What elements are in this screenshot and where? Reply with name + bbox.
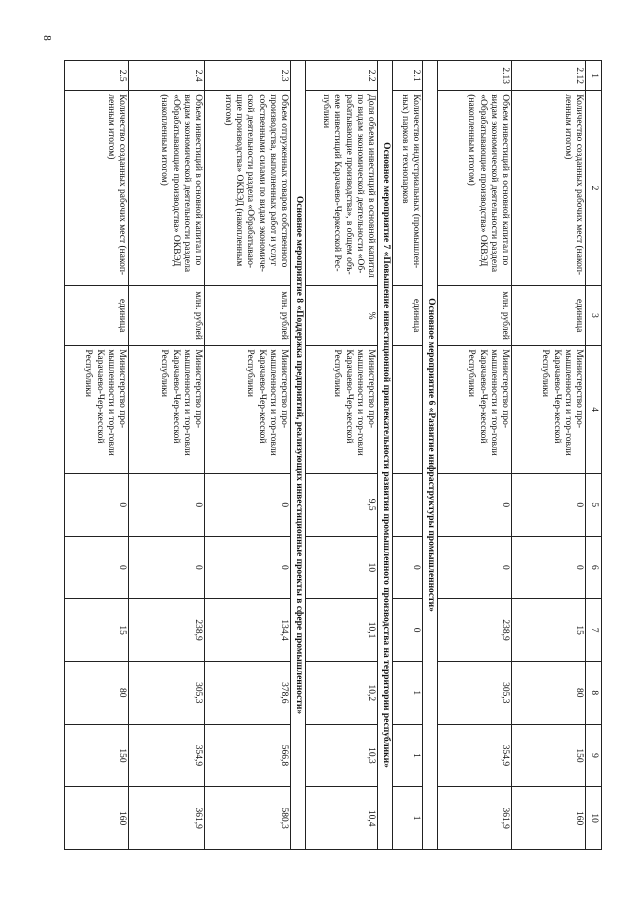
section-row [291, 61, 306, 850]
table-row [129, 61, 205, 850]
row-number: 2.5 [65, 61, 129, 91]
header-cell: 8 [586, 661, 602, 724]
unit-cell: млн. рублей [205, 285, 291, 346]
row-number: 2.12 [512, 61, 586, 91]
unit-cell: млн. рублей [129, 285, 205, 346]
table-row [306, 61, 378, 850]
value-cell: 10,1 [306, 599, 378, 662]
header-cell: 2 [586, 91, 602, 286]
value-cell: 0 [438, 536, 512, 599]
responsible-org: Министерство про-мышленности и тор-говли Карачаево-Чер-кесской Республики [512, 346, 586, 474]
value-cell: 150 [65, 724, 129, 787]
rotated-table-wrapper [62, 60, 602, 850]
value-cell: 0 [393, 536, 423, 599]
header-cell: 7 [586, 599, 602, 662]
table-row [65, 61, 129, 850]
responsible-org: Министерство про-мышленности и тор-говли Карачаево-Чер-кесской Республики [65, 346, 129, 474]
value-cell: 134,4 [205, 599, 291, 662]
row-number: 2.13 [438, 61, 512, 91]
unit-cell: единица [512, 285, 586, 346]
value-cell: 10,4 [306, 787, 378, 850]
table-row [438, 61, 512, 850]
responsible-org [393, 346, 423, 474]
indicator-name: Количество созданных рабочих мест (накоп-ленным итогом) [65, 91, 129, 286]
header-cell: 10 [586, 787, 602, 850]
row-number: 2.2 [306, 61, 378, 91]
row-number: 2.3 [205, 61, 291, 91]
table-body [65, 61, 586, 850]
header-row [586, 61, 602, 850]
value-cell: 354,9 [129, 724, 205, 787]
table-row [205, 61, 291, 850]
header-cell: 4 [586, 346, 602, 474]
value-cell: 361,9 [129, 787, 205, 850]
value-cell: 305,3 [438, 661, 512, 724]
unit-cell: млн. рублей [438, 285, 512, 346]
responsible-org: Министерство про-мышленности и тор-говли Карачаево-Чер-кесской Республики [438, 346, 512, 474]
value-cell: 80 [512, 661, 586, 724]
value-cell: 150 [512, 724, 586, 787]
value-cell: 361,9 [438, 787, 512, 850]
value-cell: 10,3 [306, 724, 378, 787]
row-number: 2.4 [129, 61, 205, 91]
value-cell: 0 [65, 473, 129, 536]
value-cell: 160 [512, 787, 586, 850]
header-cell: 3 [586, 285, 602, 346]
section-title: Основное мероприятие 8 «Поддержка предприятий, реализующих инвестиционные проекты в сфере промышленности» [291, 61, 306, 850]
value-cell: 15 [65, 599, 129, 662]
value-cell: 15 [512, 599, 586, 662]
value-cell: 1 [393, 661, 423, 724]
value-cell: 580,3 [205, 787, 291, 850]
value-cell: 10 [306, 536, 378, 599]
value-cell: 9,5 [306, 473, 378, 536]
value-cell: 305,3 [129, 661, 205, 724]
header-cell: 9 [586, 724, 602, 787]
table-row [512, 61, 586, 850]
table-row [393, 61, 423, 850]
unit-cell: % [306, 285, 378, 346]
value-cell: 0 [65, 536, 129, 599]
header-cell: 5 [586, 473, 602, 536]
value-cell: 1 [393, 724, 423, 787]
responsible-org: Министерство про-мышленности и тор-говли Карачаево-Чер-кесской Республики [129, 346, 205, 474]
value-cell: 1 [393, 787, 423, 850]
value-cell: 0 [438, 473, 512, 536]
value-cell: 10,2 [306, 661, 378, 724]
indicator-name: Количество созданных рабочих мест (накоп-ленным итогом) [512, 91, 586, 286]
value-cell: 0 [512, 473, 586, 536]
section-row [378, 61, 393, 850]
value-cell: 0 [393, 599, 423, 662]
row-number: 2.1 [393, 61, 423, 91]
value-cell: 0 [129, 473, 205, 536]
value-cell: 80 [65, 661, 129, 724]
value-cell: 0 [205, 473, 291, 536]
indicator-name: Объем отгруженных товаров собственного производства, выполненных работ и услуг собственными силами по видам экономиче-ской деятельности раздела «Обрабатываю-щие производства» ОКВЭД (накопленным итогом) [205, 91, 291, 286]
value-cell: 378,6 [205, 661, 291, 724]
indicator-name: Количество индустриальных (промышлен-ных) парков и технопарков [393, 91, 423, 286]
indicator-name: Объем инвестиций в основной капитал по видам экономической деятельности раздела «Обрабатывающие производства» ОКВЭД (накопленным итогом) [129, 91, 205, 286]
section-row [423, 61, 438, 850]
unit-cell: единица [393, 285, 423, 346]
section-title: Основное мероприятие 6 «Развитие инфраструктуры промышленности» [423, 61, 438, 850]
value-cell: 0 [512, 536, 586, 599]
value-cell: 238,9 [438, 599, 512, 662]
value-cell: 238,9 [129, 599, 205, 662]
section-title: Основное мероприятие 7 «Повышение инвестиционной привлекательности развития промышленного производства на территории республики» [378, 61, 393, 850]
responsible-org: Министерство про-мышленности и тор-говли Карачаево-Чер-кесской Республики [306, 346, 378, 474]
value-cell [393, 473, 423, 536]
indicator-name: Объем инвестиций в основной капитал по видам экономической деятельности раздела «Обрабатывающие производства» ОКВЭД (накопленным итогом) [438, 91, 512, 286]
unit-cell: единица [65, 285, 129, 346]
page-number: 8 [40, 35, 53, 41]
value-cell: 0 [129, 536, 205, 599]
indicator-name: Доля объема инвестиций в основной капитал по видам экономической деятельности «Об-рабатывающие производства», в общем объ-еме инвестиций Карачаево-Черкесской Рес-публики [306, 91, 378, 286]
value-cell: 566,8 [205, 724, 291, 787]
value-cell: 0 [205, 536, 291, 599]
header-cell: 1 [586, 61, 602, 91]
header-cell: 6 [586, 536, 602, 599]
indicators-table [64, 60, 602, 850]
value-cell: 354,9 [438, 724, 512, 787]
responsible-org: Министерство про-мышленности и тор-говли Карачаево-Чер-кесской Республики [205, 346, 291, 474]
value-cell: 160 [65, 787, 129, 850]
